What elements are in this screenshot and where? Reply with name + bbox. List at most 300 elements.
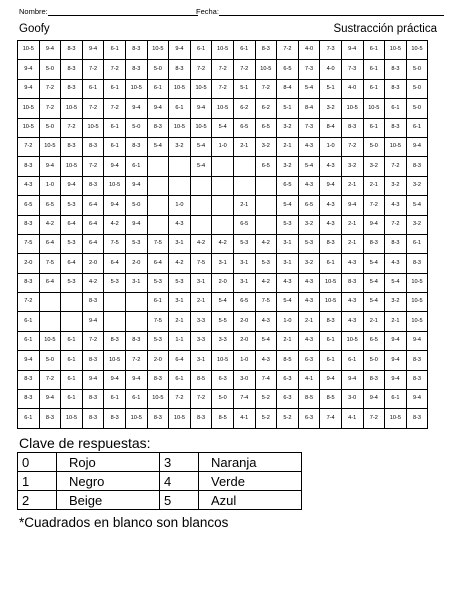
grid-cell[interactable]: 6-5: [233, 118, 255, 137]
grid-cell[interactable]: 8-3: [82, 409, 104, 428]
grid-cell[interactable]: 6-4: [147, 254, 169, 273]
grid-cell[interactable]: 3-2: [363, 157, 385, 176]
grid-cell[interactable]: [233, 157, 255, 176]
grid-cell[interactable]: 9-4: [385, 331, 407, 350]
grid-cell[interactable]: 7-5: [18, 234, 40, 253]
grid-cell[interactable]: 6-1: [61, 390, 83, 409]
grid-cell[interactable]: 6-1: [385, 99, 407, 118]
grid-cell[interactable]: 3-2: [298, 254, 320, 273]
grid-cell[interactable]: 1-1: [169, 331, 191, 350]
grid-cell[interactable]: 7-2: [82, 99, 104, 118]
grid-cell[interactable]: 3-1: [233, 273, 255, 292]
grid-cell[interactable]: 4-3: [255, 312, 277, 331]
grid-cell[interactable]: 4-3: [298, 176, 320, 195]
grid-cell[interactable]: 8-3: [406, 351, 428, 370]
grid-cell[interactable]: 9-4: [125, 99, 147, 118]
grid-cell[interactable]: 8-3: [61, 137, 83, 156]
grid-cell[interactable]: 6-1: [104, 118, 126, 137]
grid-cell[interactable]: 7-3: [298, 118, 320, 137]
grid-cell[interactable]: 10-5: [104, 176, 126, 195]
grid-cell[interactable]: 4-2: [190, 234, 212, 253]
grid-cell[interactable]: 4-3: [169, 215, 191, 234]
grid-cell[interactable]: 2-0: [18, 254, 40, 273]
grid-cell[interactable]: 3-1: [233, 254, 255, 273]
grid-cell[interactable]: 9-4: [341, 370, 363, 389]
grid-cell[interactable]: 10-5: [104, 351, 126, 370]
grid-cell[interactable]: 7-2: [61, 118, 83, 137]
grid-cell[interactable]: 7-5: [255, 293, 277, 312]
grid-cell[interactable]: 8-3: [18, 157, 40, 176]
grid-cell[interactable]: 6-2: [233, 99, 255, 118]
grid-cell[interactable]: 9-4: [341, 196, 363, 215]
grid-cell[interactable]: 6-1: [104, 137, 126, 156]
grid-cell[interactable]: 9-4: [406, 390, 428, 409]
grid-cell[interactable]: 4-3: [341, 254, 363, 273]
grid-cell[interactable]: 8-3: [385, 60, 407, 79]
grid-cell[interactable]: 6-1: [320, 331, 342, 350]
grid-cell[interactable]: 3-2: [320, 99, 342, 118]
grid-cell[interactable]: 2-1: [277, 137, 299, 156]
grid-cell[interactable]: 8-3: [61, 41, 83, 60]
grid-cell[interactable]: 8-3: [147, 118, 169, 137]
grid-cell[interactable]: 6-3: [277, 370, 299, 389]
grid-cell[interactable]: 3-2: [277, 118, 299, 137]
grid-cell[interactable]: 8-3: [406, 370, 428, 389]
grid-cell[interactable]: 7-2: [277, 41, 299, 60]
grid-cell[interactable]: 8-3: [82, 351, 104, 370]
grid-cell[interactable]: 5-0: [125, 196, 147, 215]
grid-cell[interactable]: 10-5: [61, 157, 83, 176]
grid-cell[interactable]: 6-1: [341, 351, 363, 370]
grid-cell[interactable]: 4-3: [320, 196, 342, 215]
grid-cell[interactable]: 3-1: [125, 273, 147, 292]
grid-cell[interactable]: 8-3: [341, 273, 363, 292]
grid-cell[interactable]: 5-0: [39, 351, 61, 370]
grid-cell[interactable]: 8-5: [190, 370, 212, 389]
grid-cell[interactable]: 10-5: [385, 409, 407, 428]
grid-cell[interactable]: 7-3: [341, 60, 363, 79]
grid-cell[interactable]: 4-2: [82, 273, 104, 292]
grid-cell[interactable]: 6-1: [363, 118, 385, 137]
grid-cell[interactable]: 8-3: [18, 370, 40, 389]
grid-cell[interactable]: 10-5: [125, 79, 147, 98]
grid-cell[interactable]: 1-0: [212, 137, 234, 156]
grid-cell[interactable]: 2-1: [169, 312, 191, 331]
grid-cell[interactable]: [212, 196, 234, 215]
grid-cell[interactable]: 10-5: [61, 409, 83, 428]
grid-cell[interactable]: 8-5: [212, 409, 234, 428]
grid-cell[interactable]: 10-5: [39, 331, 61, 350]
grid-cell[interactable]: 8-3: [125, 331, 147, 350]
grid-cell[interactable]: 10-5: [169, 79, 191, 98]
grid-cell[interactable]: 10-5: [385, 41, 407, 60]
grid-cell[interactable]: 8-3: [147, 409, 169, 428]
grid-cell[interactable]: 5-4: [212, 293, 234, 312]
grid-cell[interactable]: 5-3: [147, 331, 169, 350]
grid-cell[interactable]: 5-0: [147, 60, 169, 79]
grid-cell[interactable]: 6-5: [255, 118, 277, 137]
grid-cell[interactable]: 5-2: [255, 390, 277, 409]
grid-cell[interactable]: 4-3: [298, 273, 320, 292]
grid-cell[interactable]: 5-4: [363, 273, 385, 292]
grid-cell[interactable]: 9-4: [82, 370, 104, 389]
grid-cell[interactable]: 6-5: [18, 196, 40, 215]
grid-cell[interactable]: 4-3: [385, 196, 407, 215]
grid-cell[interactable]: 8-3: [82, 390, 104, 409]
grid-cell[interactable]: 9-4: [385, 370, 407, 389]
grid-cell[interactable]: 3-1: [212, 254, 234, 273]
grid-cell[interactable]: 5-5: [212, 312, 234, 331]
grid-cell[interactable]: 5-4: [147, 137, 169, 156]
grid-cell[interactable]: 7-2: [190, 390, 212, 409]
grid-cell[interactable]: [169, 157, 191, 176]
grid-cell[interactable]: 10-5: [125, 409, 147, 428]
grid-cell[interactable]: 6-4: [61, 254, 83, 273]
grid-cell[interactable]: [61, 293, 83, 312]
grid-cell[interactable]: 5-0: [212, 390, 234, 409]
grid-cell[interactable]: 10-5: [406, 293, 428, 312]
grid-cell[interactable]: 6-5: [298, 196, 320, 215]
grid-cell[interactable]: 8-5: [298, 390, 320, 409]
grid-cell[interactable]: 7-2: [82, 60, 104, 79]
grid-cell[interactable]: 7-4: [320, 409, 342, 428]
grid-cell[interactable]: 5-3: [147, 273, 169, 292]
grid-cell[interactable]: 6-1: [233, 41, 255, 60]
grid-cell[interactable]: [125, 293, 147, 312]
grid-cell[interactable]: [212, 157, 234, 176]
grid-cell[interactable]: 6-5: [39, 196, 61, 215]
grid-cell[interactable]: 6-1: [363, 60, 385, 79]
grid-cell[interactable]: 7-2: [233, 60, 255, 79]
grid-cell[interactable]: 7-5: [147, 312, 169, 331]
grid-cell[interactable]: 9-4: [104, 157, 126, 176]
grid-cell[interactable]: 4-3: [18, 176, 40, 195]
grid-cell[interactable]: 4-3: [341, 312, 363, 331]
grid-cell[interactable]: 10-5: [18, 41, 40, 60]
grid-cell[interactable]: 10-5: [212, 351, 234, 370]
grid-cell[interactable]: 8-3: [385, 79, 407, 98]
grid-cell[interactable]: 3-2: [406, 176, 428, 195]
grid-cell[interactable]: 4-3: [298, 293, 320, 312]
grid-cell[interactable]: 5-4: [298, 79, 320, 98]
grid-cell[interactable]: 7-2: [212, 60, 234, 79]
grid-cell[interactable]: 2-1: [277, 331, 299, 350]
grid-cell[interactable]: 10-5: [212, 41, 234, 60]
grid-cell[interactable]: 9-4: [125, 176, 147, 195]
grid-cell[interactable]: [125, 312, 147, 331]
grid-cell[interactable]: 5-3: [125, 234, 147, 253]
grid-cell[interactable]: 1-0: [169, 196, 191, 215]
grid-cell[interactable]: 9-4: [190, 99, 212, 118]
grid-cell[interactable]: 8-3: [320, 234, 342, 253]
grid-cell[interactable]: [104, 293, 126, 312]
grid-cell[interactable]: 10-5: [61, 99, 83, 118]
grid-cell[interactable]: 6-1: [406, 234, 428, 253]
grid-cell[interactable]: 8-3: [61, 60, 83, 79]
grid-cell[interactable]: [169, 176, 191, 195]
grid-cell[interactable]: 9-4: [363, 390, 385, 409]
grid-cell[interactable]: 5-0: [39, 60, 61, 79]
grid-cell[interactable]: 7-3: [298, 60, 320, 79]
grid-cell[interactable]: 2-1: [190, 293, 212, 312]
grid-cell[interactable]: 5-3: [61, 196, 83, 215]
grid-cell[interactable]: 8-5: [320, 390, 342, 409]
grid-cell[interactable]: 5-4: [298, 157, 320, 176]
grid-cell[interactable]: 6-1: [147, 79, 169, 98]
grid-cell[interactable]: [255, 215, 277, 234]
grid-cell[interactable]: 7-4: [233, 390, 255, 409]
grid-cell[interactable]: 10-5: [341, 99, 363, 118]
grid-cell[interactable]: [212, 176, 234, 195]
grid-cell[interactable]: 2-1: [385, 312, 407, 331]
grid-cell[interactable]: 8-4: [320, 118, 342, 137]
grid-cell[interactable]: [255, 196, 277, 215]
grid-cell[interactable]: 5-3: [233, 234, 255, 253]
grid-cell[interactable]: 10-5: [39, 137, 61, 156]
grid-cell[interactable]: 9-4: [39, 41, 61, 60]
grid-cell[interactable]: 5-4: [406, 196, 428, 215]
grid-cell[interactable]: 5-4: [277, 196, 299, 215]
grid-cell[interactable]: 4-3: [277, 273, 299, 292]
grid-cell[interactable]: 6-1: [320, 254, 342, 273]
grid-cell[interactable]: 2-1: [363, 176, 385, 195]
grid-cell[interactable]: 8-3: [169, 60, 191, 79]
grid-cell[interactable]: 7-5: [39, 254, 61, 273]
grid-cell[interactable]: 4-3: [385, 254, 407, 273]
grid-cell[interactable]: 7-2: [363, 409, 385, 428]
grid-cell[interactable]: 5-4: [363, 254, 385, 273]
grid-cell[interactable]: 8-3: [255, 41, 277, 60]
grid-cell[interactable]: 7-3: [320, 41, 342, 60]
grid-cell[interactable]: 10-5: [255, 60, 277, 79]
grid-cell[interactable]: 3-2: [406, 215, 428, 234]
grid-cell[interactable]: 4-3: [341, 293, 363, 312]
grid-cell[interactable]: 10-5: [406, 41, 428, 60]
grid-cell[interactable]: 9-4: [147, 99, 169, 118]
grid-cell[interactable]: 8-3: [406, 254, 428, 273]
grid-cell[interactable]: 5-0: [39, 118, 61, 137]
grid-cell[interactable]: 7-2: [39, 99, 61, 118]
grid-cell[interactable]: 5-4: [385, 273, 407, 292]
grid-cell[interactable]: 4-3: [320, 157, 342, 176]
grid-cell[interactable]: 9-4: [18, 60, 40, 79]
grid-cell[interactable]: [190, 196, 212, 215]
grid-cell[interactable]: 8-3: [341, 118, 363, 137]
grid-cell[interactable]: [147, 157, 169, 176]
grid-cell[interactable]: 6-5: [363, 331, 385, 350]
grid-cell[interactable]: 6-1: [82, 79, 104, 98]
grid-cell[interactable]: 3-1: [169, 293, 191, 312]
grid-cell[interactable]: 5-0: [406, 60, 428, 79]
grid-cell[interactable]: [212, 215, 234, 234]
grid-cell[interactable]: 6-1: [385, 390, 407, 409]
grid-cell[interactable]: 7-2: [18, 293, 40, 312]
grid-cell[interactable]: 5-0: [125, 118, 147, 137]
grid-cell[interactable]: 8-3: [385, 234, 407, 253]
grid-cell[interactable]: 6-3: [298, 409, 320, 428]
grid-cell[interactable]: 7-2: [104, 60, 126, 79]
grid-cell[interactable]: 6-4: [39, 234, 61, 253]
grid-cell[interactable]: 7-2: [18, 137, 40, 156]
grid-cell[interactable]: 5-0: [363, 137, 385, 156]
grid-cell[interactable]: 1-0: [320, 137, 342, 156]
grid-cell[interactable]: [39, 312, 61, 331]
grid-cell[interactable]: 8-3: [39, 409, 61, 428]
grid-cell[interactable]: 6-1: [61, 331, 83, 350]
grid-cell[interactable]: 6-1: [147, 293, 169, 312]
grid-cell[interactable]: 9-4: [169, 41, 191, 60]
grid-cell[interactable]: 6-5: [233, 215, 255, 234]
grid-cell[interactable]: 1-0: [233, 351, 255, 370]
grid-cell[interactable]: 10-5: [385, 137, 407, 156]
grid-cell[interactable]: 7-2: [169, 390, 191, 409]
grid-cell[interactable]: 5-3: [61, 273, 83, 292]
grid-cell[interactable]: 8-3: [125, 137, 147, 156]
name-field[interactable]: [19, 7, 198, 16]
grid-cell[interactable]: 3-2: [169, 137, 191, 156]
grid-cell[interactable]: 7-5: [147, 234, 169, 253]
grid-cell[interactable]: 4-1: [233, 409, 255, 428]
grid-cell[interactable]: 4-0: [320, 60, 342, 79]
grid-cell[interactable]: 8-3: [104, 409, 126, 428]
grid-cell[interactable]: 9-4: [125, 215, 147, 234]
grid-cell[interactable]: 5-4: [190, 137, 212, 156]
grid-cell[interactable]: 5-3: [169, 273, 191, 292]
grid-cell[interactable]: 6-4: [82, 215, 104, 234]
grid-cell[interactable]: 9-4: [320, 370, 342, 389]
grid-cell[interactable]: 2-1: [341, 215, 363, 234]
grid-cell[interactable]: 8-4: [298, 99, 320, 118]
grid-cell[interactable]: 2-0: [212, 273, 234, 292]
grid-cell[interactable]: 9-4: [104, 196, 126, 215]
grid-cell[interactable]: 7-4: [255, 370, 277, 389]
grid-cell[interactable]: 3-0: [341, 390, 363, 409]
grid-cell[interactable]: [147, 176, 169, 195]
grid-cell[interactable]: 6-3: [212, 370, 234, 389]
grid-cell[interactable]: 6-5: [277, 60, 299, 79]
grid-cell[interactable]: 2-1: [233, 137, 255, 156]
grid-cell[interactable]: 10-5: [190, 79, 212, 98]
grid-cell[interactable]: 4-2: [255, 273, 277, 292]
grid-cell[interactable]: 6-5: [233, 293, 255, 312]
grid-cell[interactable]: 2-0: [147, 351, 169, 370]
grid-cell[interactable]: 9-4: [61, 176, 83, 195]
grid-cell[interactable]: 6-1: [104, 41, 126, 60]
grid-cell[interactable]: 3-1: [169, 234, 191, 253]
grid-cell[interactable]: 3-1: [277, 254, 299, 273]
grid-cell[interactable]: 6-1: [125, 157, 147, 176]
grid-cell[interactable]: 3-2: [385, 176, 407, 195]
date-field[interactable]: [196, 7, 444, 16]
grid-cell[interactable]: 8-3: [18, 390, 40, 409]
grid-cell[interactable]: 6-1: [169, 370, 191, 389]
grid-cell[interactable]: 2-0: [233, 312, 255, 331]
grid-cell[interactable]: 2-1: [341, 234, 363, 253]
grid-cell[interactable]: 6-1: [104, 390, 126, 409]
grid-cell[interactable]: 6-4: [82, 234, 104, 253]
grid-cell[interactable]: 6-4: [169, 351, 191, 370]
grid-cell[interactable]: 9-4: [385, 351, 407, 370]
grid-cell[interactable]: 10-5: [212, 99, 234, 118]
grid-cell[interactable]: 10-5: [363, 99, 385, 118]
grid-cell[interactable]: 1-0: [277, 312, 299, 331]
grid-cell[interactable]: 10-5: [18, 99, 40, 118]
grid-cell[interactable]: 9-4: [363, 215, 385, 234]
grid-cell[interactable]: 10-5: [320, 273, 342, 292]
grid-cell[interactable]: 4-3: [320, 215, 342, 234]
grid-cell[interactable]: 7-2: [82, 157, 104, 176]
grid-cell[interactable]: 9-4: [18, 79, 40, 98]
grid-cell[interactable]: 5-3: [255, 254, 277, 273]
grid-cell[interactable]: 2-0: [82, 254, 104, 273]
grid-cell[interactable]: 4-2: [169, 254, 191, 273]
grid-cell[interactable]: [190, 176, 212, 195]
grid-cell[interactable]: 9-4: [406, 137, 428, 156]
grid-cell[interactable]: 6-1: [61, 351, 83, 370]
grid-cell[interactable]: [61, 312, 83, 331]
grid-cell[interactable]: 7-2: [39, 79, 61, 98]
grid-cell[interactable]: 8-4: [277, 79, 299, 98]
grid-cell[interactable]: 8-3: [406, 409, 428, 428]
grid-cell[interactable]: 5-3: [104, 273, 126, 292]
grid-cell[interactable]: 5-2: [277, 409, 299, 428]
grid-cell[interactable]: 6-5: [255, 157, 277, 176]
grid-cell[interactable]: 4-3: [255, 351, 277, 370]
grid-cell[interactable]: 8-3: [363, 370, 385, 389]
grid-cell[interactable]: 9-4: [406, 331, 428, 350]
grid-cell[interactable]: 7-2: [104, 99, 126, 118]
grid-cell[interactable]: 8-3: [406, 157, 428, 176]
grid-cell[interactable]: 6-4: [39, 273, 61, 292]
grid-cell[interactable]: 8-3: [125, 41, 147, 60]
grid-cell[interactable]: 9-4: [39, 157, 61, 176]
grid-cell[interactable]: 7-5: [190, 254, 212, 273]
grid-cell[interactable]: 6-4: [104, 254, 126, 273]
grid-cell[interactable]: 10-5: [406, 273, 428, 292]
grid-cell[interactable]: 8-3: [363, 234, 385, 253]
grid-cell[interactable]: 6-4: [82, 196, 104, 215]
grid-cell[interactable]: 7-2: [341, 137, 363, 156]
grid-cell[interactable]: 6-1: [169, 99, 191, 118]
grid-cell[interactable]: 5-3: [277, 215, 299, 234]
grid-cell[interactable]: 2-1: [233, 196, 255, 215]
grid-cell[interactable]: 2-1: [363, 312, 385, 331]
grid-cell[interactable]: 6-5: [277, 176, 299, 195]
grid-cell[interactable]: 6-1: [406, 118, 428, 137]
grid-cell[interactable]: 2-1: [341, 176, 363, 195]
grid-cell[interactable]: 6-3: [298, 351, 320, 370]
grid-cell[interactable]: 5-4: [255, 331, 277, 350]
grid-cell[interactable]: 10-5: [406, 312, 428, 331]
grid-cell[interactable]: 10-5: [147, 390, 169, 409]
grid-cell[interactable]: 9-4: [320, 176, 342, 195]
grid-cell[interactable]: 3-1: [277, 234, 299, 253]
grid-cell[interactable]: 3-1: [190, 351, 212, 370]
grid-cell[interactable]: 8-5: [277, 351, 299, 370]
grid-cell[interactable]: 3-2: [255, 137, 277, 156]
grid-cell[interactable]: 10-5: [169, 118, 191, 137]
grid-cell[interactable]: 7-2: [39, 370, 61, 389]
grid-cell[interactable]: 7-2: [82, 331, 104, 350]
grid-cell[interactable]: 3-2: [277, 157, 299, 176]
grid-cell[interactable]: 1-0: [39, 176, 61, 195]
grid-cell[interactable]: 5-1: [277, 99, 299, 118]
grid-cell[interactable]: 7-2: [190, 60, 212, 79]
grid-cell[interactable]: [190, 215, 212, 234]
grid-cell[interactable]: 8-3: [61, 79, 83, 98]
grid-cell[interactable]: 7-2: [385, 157, 407, 176]
grid-cell[interactable]: 6-1: [190, 41, 212, 60]
